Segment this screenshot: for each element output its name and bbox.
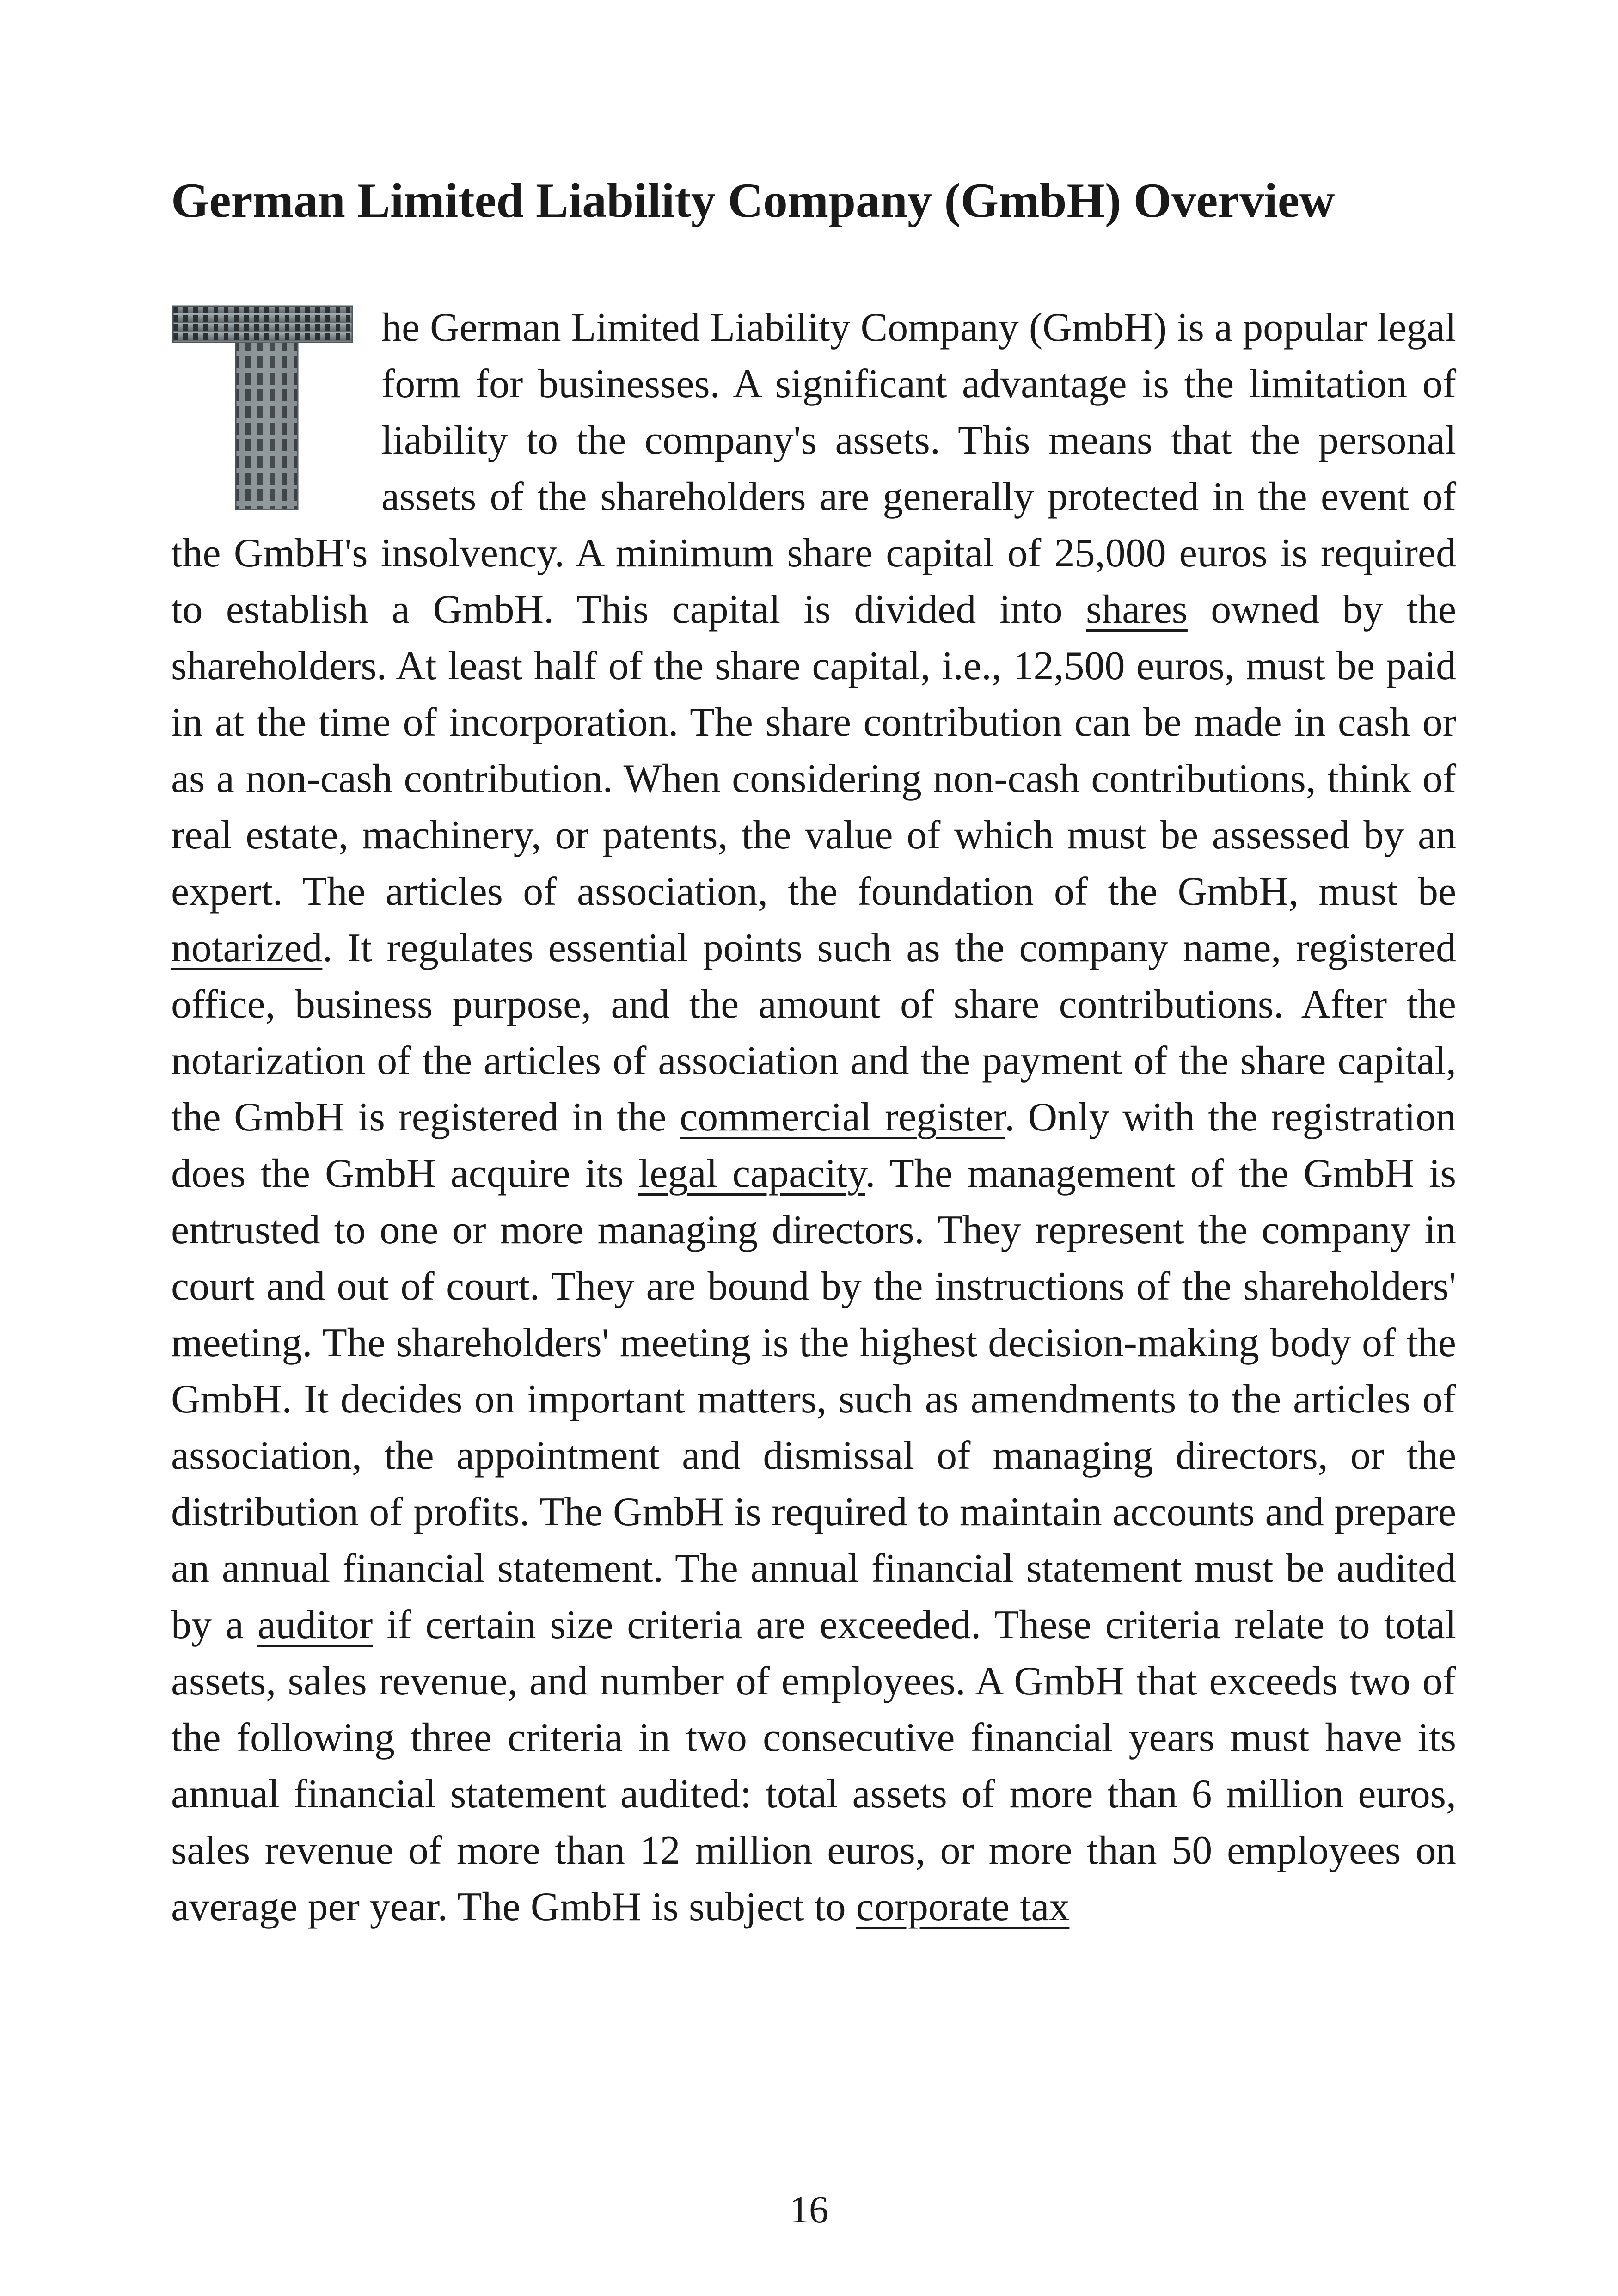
term-legal-capacity: legal capacity (638, 1151, 865, 1196)
paragraph-text: he German Limited Liability Company (GmbH) is a popular legal form for businesses. A significant advantage is the limitation of liability to the company's assets. This means that the personal assets of the shareholders are generally protected in the event of the GmbH's insolvency. A minimum share capital of 25,000 euros is required to establish a GmbH. This capital is divided into (171, 305, 1456, 632)
paragraph-text: owned by the shareholders. At least half of the share capital, i.e., 12,500 euros, must be paid in at the time of incorporation. The share contribution can be made in cash or as a non-cash contribution. When considering non-cash contributions, think of real estate, machinery, or patents, the value of which must be assessed by an expert. The articles of association, the foundation of the GmbH, must be (171, 587, 1457, 914)
term-corporate-tax: corporate tax (856, 1885, 1070, 1929)
article-body (171, 300, 1456, 1935)
term-commercial-register: commercial register (680, 1095, 1005, 1140)
paragraph-text: if certain size criteria are exceeded. These criteria relate to total assets, sales revenue, and number of employees. A GmbH that exceeds two of the following three criteria in two consecutive financial years must have its annual financial statement audited: total assets of more than 6 million euros, sales revenue of more than 12 million euros, or more than 50 employees on average per year. The GmbH is subject to (171, 1602, 1457, 1929)
drop-cap-building-letter (171, 304, 354, 511)
paragraph-text: . It regulates essential points such as the company name, registered office, business purpose, and the amount of share contributions. After the notarization of the articles of association and the payment of the share capital, the GmbH is registered in the (171, 926, 1456, 1140)
paragraph-text: . Only with the registration does the GmbH acquire its (171, 1095, 1457, 1196)
page-title: German Limited Liability Company (GmbH) Overview (171, 173, 1335, 227)
paragraph-text: . The management of the GmbH is entrusted to one or more managing directors. They represent the company in court and out of court. They are bound by the instructions of the shareholders' meeting. The shareholders' meeting is the highest decision-making body of the GmbH. It decides on important matters, such as amendments to the articles of association, the appointment and dismissal of managing directors, or the distribution of profits. The GmbH is required to maintain accounts and prepare an annual financial statement. The annual financial statement must be audited by a (171, 1151, 1457, 1647)
page-number: 16 (790, 2188, 828, 2231)
term-notarized: notarized (171, 926, 323, 970)
term-shares: shares (1085, 587, 1188, 632)
term-auditor: auditor (257, 1602, 373, 1647)
